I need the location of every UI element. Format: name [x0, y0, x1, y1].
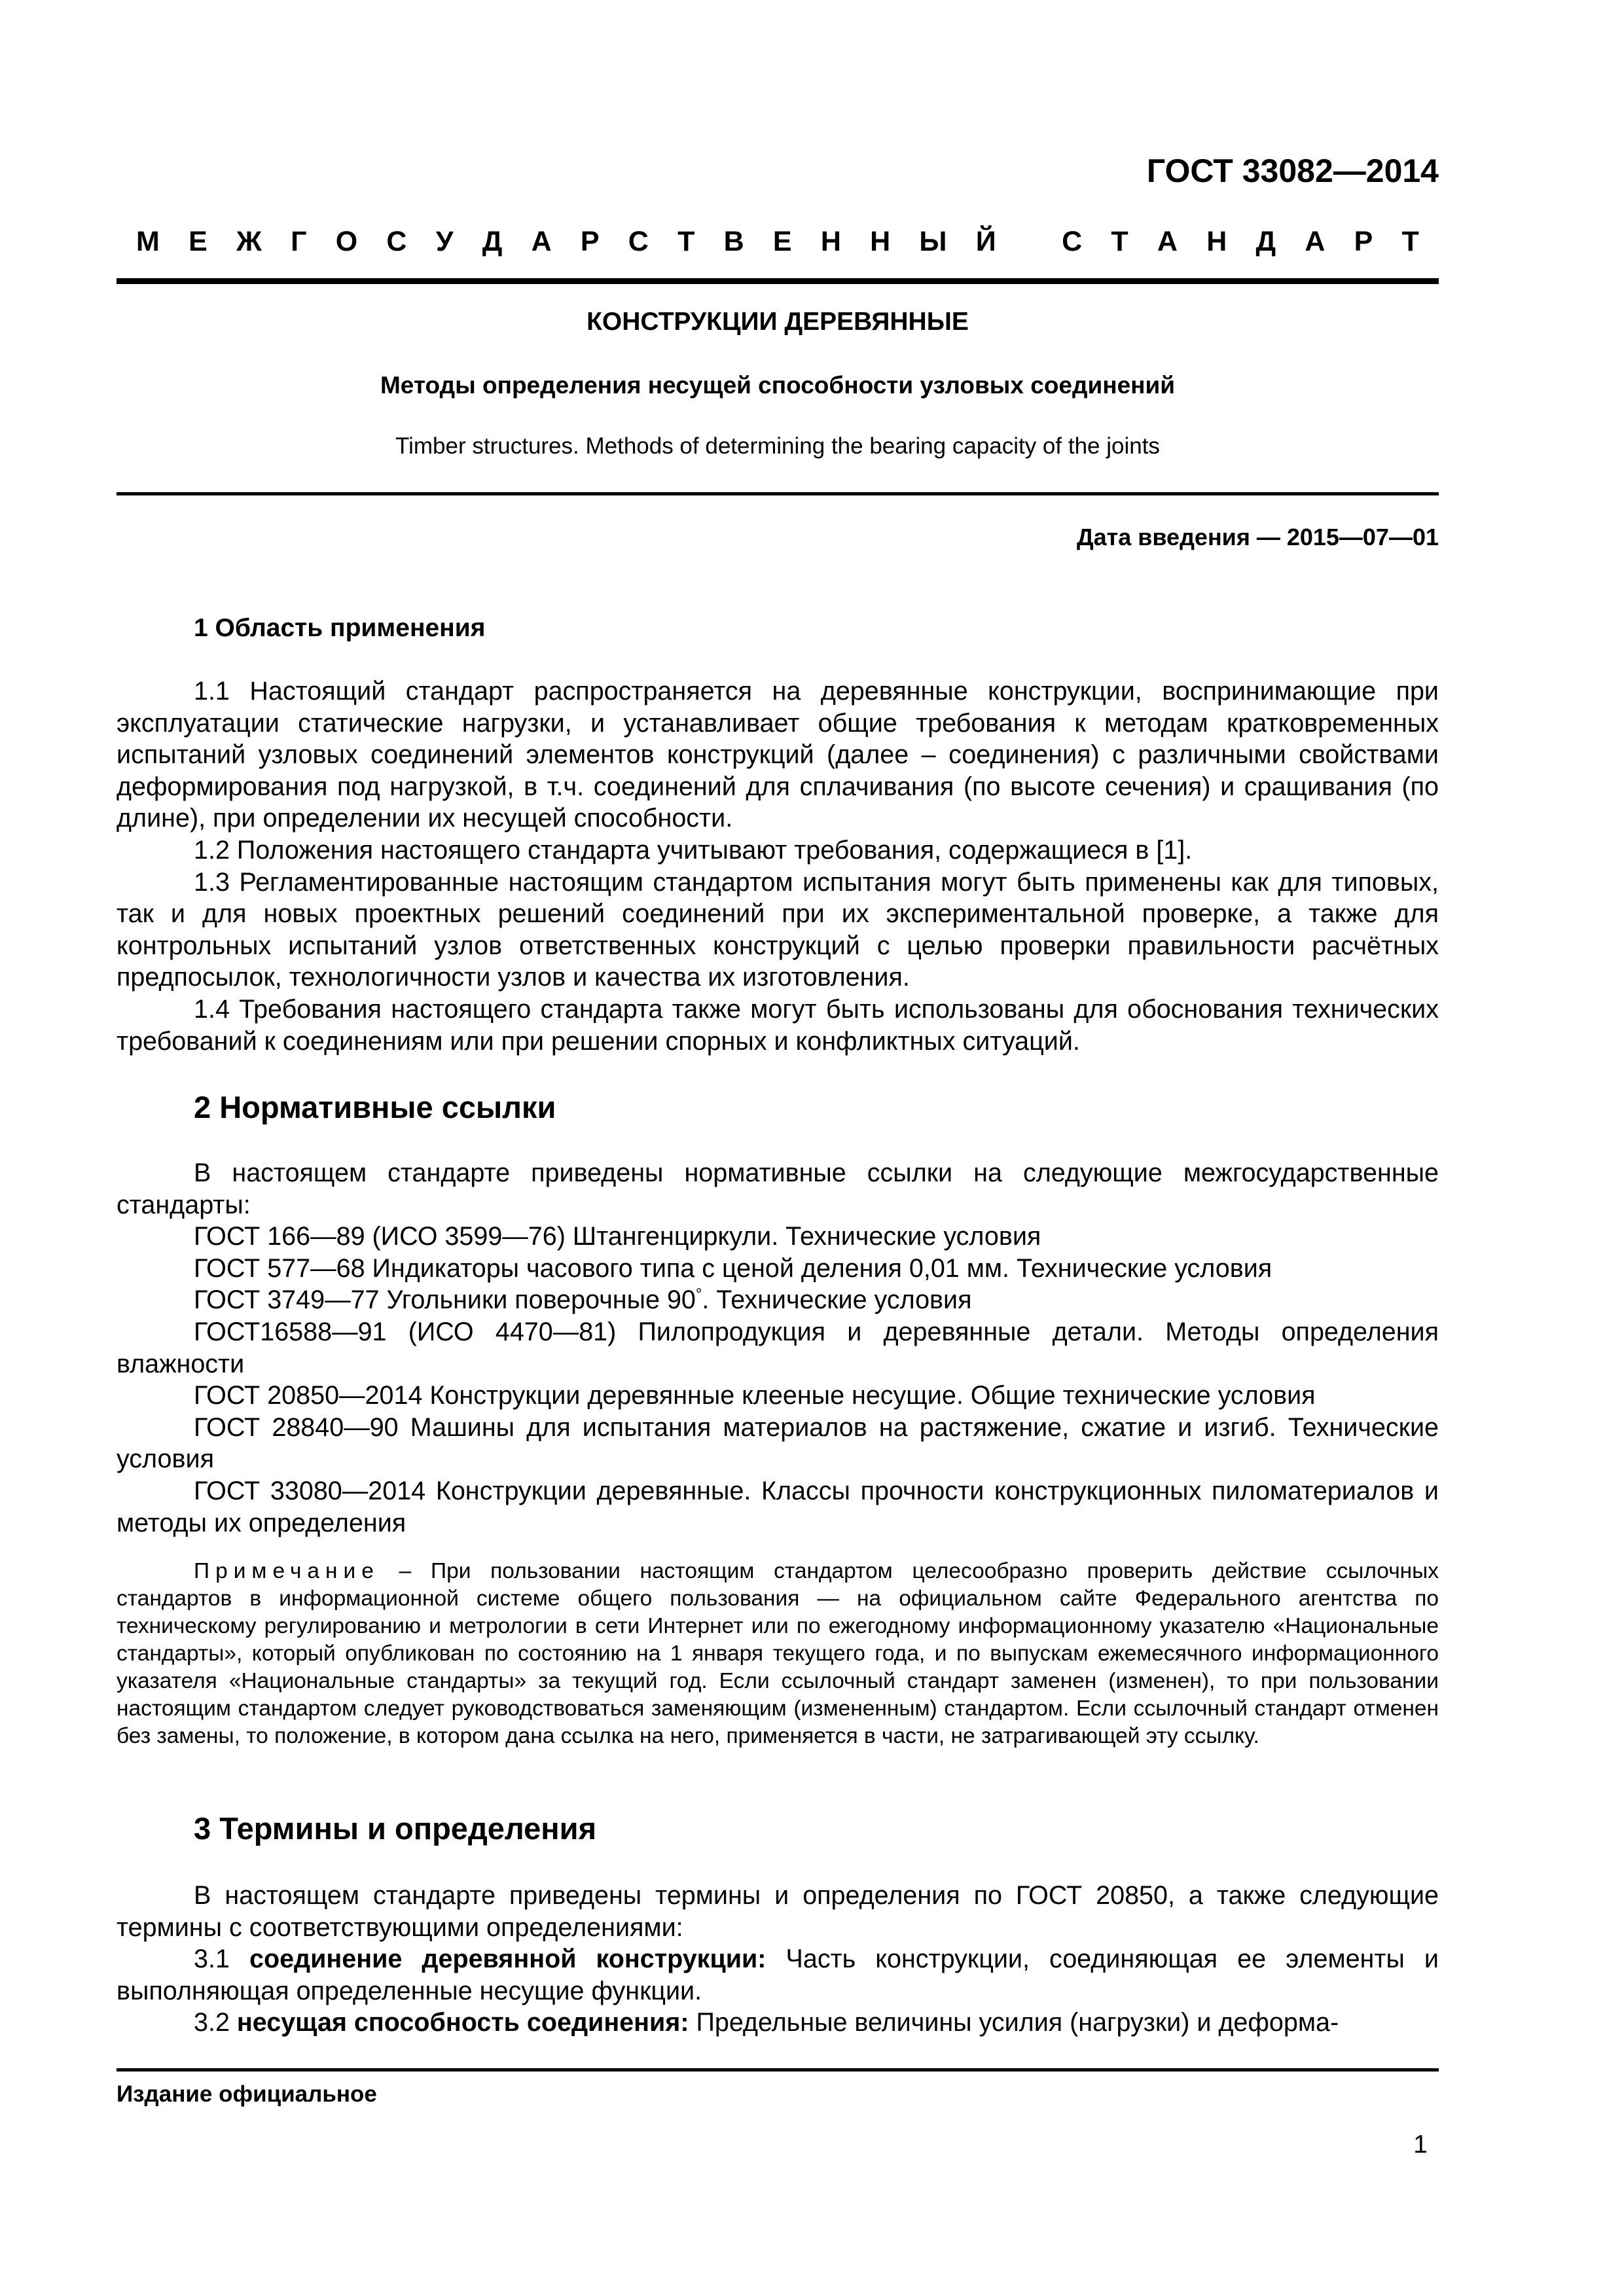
paragraph-1-4: 1.4 Требования настоящего стандарта также могут быть использованы для обоснования технических требований к соединениям или при решении спорных и конфликтных ситуаций.	[117, 994, 1439, 1056]
reference-item: ГОСТ 33080—2014 Конструкции деревянные. Классы прочности конструкционных пиломатериалов и методы их определения	[117, 1476, 1439, 1537]
banner-letter: Г	[291, 226, 307, 257]
banner-letter: Т	[1111, 226, 1128, 257]
degree-symbol: °	[695, 1286, 702, 1304]
paragraph-1-2: 1.2 Положения настоящего стандарта учитывают требования, содержащиеся в [1].	[194, 835, 1193, 865]
section-2-intro: В настоящем стандарте приведены нормативные ссылки на следующие межгосударственные стандарты:	[117, 1158, 1439, 1219]
reference-item: ГОСТ 166—89 (ИСО 3599—76) Штангенциркули. Технические условия	[194, 1222, 1041, 1251]
banner-letter: Н	[1206, 226, 1227, 257]
banner-letter: У	[435, 226, 454, 257]
section-1-heading: 1 Область применения	[194, 614, 486, 642]
interstate-standard-banner	[117, 226, 1439, 258]
page-number: 1	[1413, 2130, 1428, 2159]
reference-item	[117, 1284, 1439, 1316]
term-3-1	[117, 1943, 1439, 2007]
reference-text: . Технические условия	[702, 1285, 972, 1315]
note-label: Примечание	[194, 1559, 380, 1583]
term-name: соединение деревянной конструкции:	[249, 1945, 767, 1974]
section-2-note	[117, 1558, 1439, 1750]
banner-letter	[1025, 226, 1033, 258]
banner-letter: О	[335, 226, 358, 257]
term-number: 3.1	[194, 1945, 249, 1974]
reference-item: ГОСТ 577—68 Индикаторы часового типа с ценой деления 0,01 мм. Технические условия	[194, 1253, 1272, 1283]
footer-rule	[117, 2068, 1439, 2072]
banner-letter: В	[723, 226, 744, 257]
banner-letter: Н	[820, 226, 841, 257]
section-3-body	[117, 1880, 1439, 2039]
banner-letter: Д	[1255, 226, 1276, 257]
banner-letter: Д	[482, 226, 503, 257]
banner-letter: А	[1157, 226, 1178, 257]
banner-letter: Ы	[919, 226, 947, 257]
banner-letter: Т	[677, 226, 695, 257]
document-code: ГОСТ 33082—2014	[1146, 152, 1439, 189]
banner-letter: С	[628, 226, 649, 257]
banner-letter: С	[386, 226, 407, 257]
banner-letter: М	[136, 226, 160, 257]
note-text: – При пользовании настоящим стандартом целесообразно проверить действие ссылочных стандартов в информационной системе общего пользования — на официальном сайте Федерального агентства по техническому регулированию и метрологии в сети Интернет или по ежегодному информационному указателю «Национальные стандарты», который опубликован по состоянию на 1 января текущего года, и по выпускам ежемесячного информационного указателя «Национальные стандарты» за текущий год. Если ссылочный стандарт заменен (изменен), то при пользовании настоящим стандартом следует руководствоваться заменяющим (измененным) стандартом. Если ссылочный стандарт отменен без замены, то положение, в котором дана ссылка на него, применяется в части, не затрагивающей эту ссылку.	[117, 1559, 1439, 1748]
section-3-intro: В настоящем стандарте приведены термины и определения по ГОСТ 20850, а также следующие термины с соответствующими определениями:	[117, 1881, 1439, 1942]
section-3-heading: 3 Термины и определения	[194, 1811, 596, 1846]
official-edition-label: Издание официальное	[117, 2081, 377, 2107]
term-definition: Часть конструкции, соединяющая ее элементы и выполняющая определенные несущие функции.	[117, 1945, 1439, 2005]
reference-item: ГОСТ 20850—2014 Конструкции деревянные клееные несущие. Общие технические условия	[194, 1381, 1316, 1410]
document-title: КОНСТРУКЦИИ ДЕРЕВЯННЫЕ	[586, 308, 969, 336]
banner-letter: Н	[870, 226, 891, 257]
banner-letter: Т	[1401, 226, 1419, 257]
term-number: 3.2	[194, 2008, 237, 2037]
banner-letter: Е	[189, 226, 208, 257]
reference-item: ГОСТ 28840—90 Машины для испытания материалов на растяжение, сжатие и изгиб. Технические условия	[117, 1412, 1439, 1474]
banner-letter: Р	[580, 226, 600, 257]
paragraph-1-1: 1.1 Настоящий стандарт распространяется на деревянные конструкции, воспринимающие при эксплуатации статические нагрузки, и устанавливает общие требования к методам кратковременных испытаний узловых соединений элементов конструкций (далее – соединения) с различными свойствами деформирования под нагрузкой, в т.ч. соединений для сплачивания (по высоте сечения) и сращивания (по длине), при определении их несущей способности.	[117, 677, 1439, 833]
term-3-2	[117, 2007, 1439, 2039]
banner-letter: А	[531, 226, 552, 257]
banner-letter: С	[1062, 226, 1083, 257]
banner-letter: Р	[1354, 226, 1373, 257]
title-rule	[117, 492, 1439, 495]
document-subtitle: Методы определения несущей способности узловых соединений	[380, 372, 1175, 399]
section-1-body	[117, 675, 1439, 1057]
paragraph-1-3: 1.3 Регламентированные настоящим стандартом испытания могут быть применены как для типовых, так и для новых проектных решений соединений при их экспериментальной проверке, а также для контрольных испытаний узлов ответственных конструкций с целью проверки правильности расчётных предпосылок, технологичности узлов и качества их изготовления.	[117, 867, 1439, 992]
introduction-date: Дата введения — 2015—07—01	[1076, 524, 1439, 550]
banner-letter: Ж	[236, 226, 262, 257]
document-title-english: Timber structures. Methods of determining the bearing capacity of the joints	[395, 433, 1160, 459]
term-name: несущая способность соединения:	[236, 2008, 689, 2037]
reference-item: ГОСТ16588—91 (ИСО 4470—81) Пилопродукция и деревянные детали. Методы определения влажности	[117, 1317, 1439, 1378]
banner-letter: Е	[772, 226, 792, 257]
reference-text: ГОСТ 3749—77 Угольники поверочные 90	[194, 1285, 696, 1315]
header-rule	[117, 278, 1439, 284]
section-2-body	[117, 1157, 1439, 1539]
banner-letter: Й	[975, 226, 996, 257]
term-definition: Предельные величины усилия (нагрузки) и деформа-	[689, 2008, 1339, 2037]
banner-letter: А	[1305, 226, 1326, 257]
section-2-heading: 2 Нормативные ссылки	[194, 1090, 556, 1124]
